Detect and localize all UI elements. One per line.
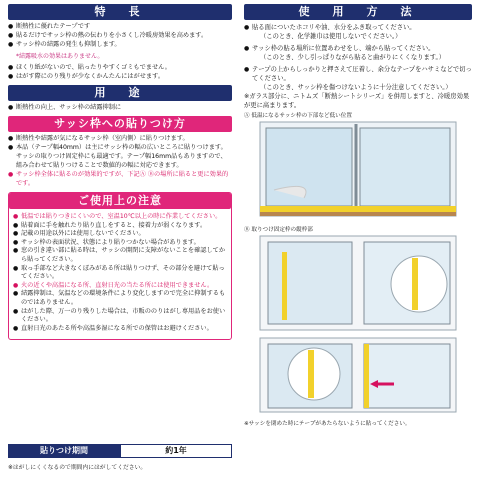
features-item: ● はがす際にのり残りが少なくかんたんにはがせます。 — [8, 72, 232, 81]
illustration-window-bottom — [244, 120, 472, 220]
features-header: 特 長 — [8, 4, 232, 20]
left-column — [8, 4, 232, 340]
uses-header: 用 途 — [8, 85, 232, 101]
caution-item: ● サッシ枠の表面状況、状態により貼りつかない場合があります。 — [13, 239, 227, 248]
caption-b: Ⓑ 取りつけ固定枠の縦枠部 — [244, 227, 313, 233]
usage-sub: （このとき、サッシ枠を傷つけないように十分注意してください。） — [260, 84, 452, 91]
usage-steps — [244, 23, 472, 32]
features-item: ● 貼るだけでサッシ枠の熱の伝わりを小さくし冷暖房効果を高めます。 — [8, 31, 232, 40]
uses-list — [8, 103, 232, 112]
caution-item: ● 低温では貼りつきにくいので、室温10℃以上の時に作業してください。 — [13, 213, 227, 222]
caution-item: ● 結露抑制は、気温などの環境条件により変化しますので完全に抑制するものではありません。 — [13, 290, 227, 307]
period-box — [8, 444, 232, 458]
caution-item: ● はがした際、万一のり残りした場合は、市販ののりはがし専用品をお使いください。 — [13, 308, 227, 325]
features-list-2 — [8, 63, 232, 81]
usage-header: 使 用 方 法 — [244, 4, 472, 20]
features-item: ● ほくり紙がないので、貼ったりやすくゴミもでません。 — [8, 63, 232, 72]
illustration-window-frames — [244, 234, 472, 414]
cautions-list — [9, 211, 231, 335]
usage-note: ※ガラス部分に、ニトムズ「断熱シートシリーズ」を併用しますと、冷暖房効果が更に高まります。 — [244, 93, 470, 109]
usage-step: ● 貼る面についたホコリや油、水分をふき取ってください。 — [244, 23, 472, 32]
caution-item: ● 窓の引き違い部に貼る時は、サッシの開閉に支障がないことを確認してから貼ってください。 — [13, 247, 227, 264]
features-list — [8, 22, 232, 49]
usage-step: ● サッシ枠の貼る場所に位置あわせをし、端から貼ってください。 — [244, 44, 472, 53]
how-to-stick-list — [8, 134, 232, 188]
right-column — [244, 4, 472, 428]
features-item: ● サッシ枠の結露の発生も抑制します。 — [8, 40, 232, 49]
how-to-stick-item: ● 本品（テープ幅40mm）は主にサッシ枠の幅の広いところに貼りつけます。サッシの取りつけ固定枠にも最適です。テープ幅16mm品もありますので、組み合わせて貼りつけることで数値的の幅に対応できます。 — [8, 143, 232, 170]
usage-sub: （このとき、少し引っぱりながら貼ると曲がりにくくなります。） — [260, 54, 446, 61]
how-to-stick-item: ● サッシ枠全体に貼るのが効果的ですが、下記Ⓐ Ⓑの場所に貼ると更に効果的です。 — [8, 170, 232, 188]
caution-item: ● 記載の用途以外には使用しないでください。 — [13, 230, 227, 239]
features-item: ● 断熱性に優れたテープです — [8, 22, 232, 31]
usage-steps-2 — [244, 44, 472, 53]
how-to-stick-item: ● 断熱性や結露が気になるサッシ枠（室内側）に貼りつけます。 — [8, 134, 232, 143]
caption-bottom: ※サッシを閉めた時にテープがあたらないように貼ってください。 — [244, 421, 411, 427]
usage-sub: （このとき、化学雑巾は使用しないでください。） — [260, 33, 402, 40]
caution-item: ● 直射日光のあたる所や高温多湿になる所での保管はお避けください。 — [13, 325, 227, 334]
caution-item: ● 取っ手部など大きなくぼみがある所は貼りつけず、その部分を避けて貼ってください。 — [13, 265, 227, 282]
caption-a: Ⓐ 低温になるサッシ枠の下部など低い位置 — [244, 113, 352, 119]
how-to-stick-header: サッシ枠への貼りつけ方 — [8, 116, 232, 132]
period-footnote: ※はがしにくくなるので期間内にはがしてください。 — [8, 465, 147, 471]
cautions-box — [8, 192, 232, 340]
usage-steps-3 — [244, 65, 472, 83]
cautions-header: ご使用上の注意 — [9, 193, 231, 209]
caution-item: ● 火の近くや高温になる所、直射日光の当たる所には使用できません。 — [13, 282, 227, 291]
usage-step: ● テープの上からしっかりと押さえて圧着し、余分なテープをハサミなどで切ってください。 — [244, 65, 472, 83]
period-value: 約1年 — [120, 444, 232, 458]
uses-item: ● 断熱性の向上、サッシ枠の結露抑制に — [8, 103, 232, 112]
features-note: *結露吸水の効果はありません。 — [16, 53, 104, 60]
period-label: 貼りつけ期間 — [8, 444, 120, 458]
caution-item: ● 貼着面に手を触れたり貼り直しをすると、接着力が弱くなります。 — [13, 222, 227, 231]
